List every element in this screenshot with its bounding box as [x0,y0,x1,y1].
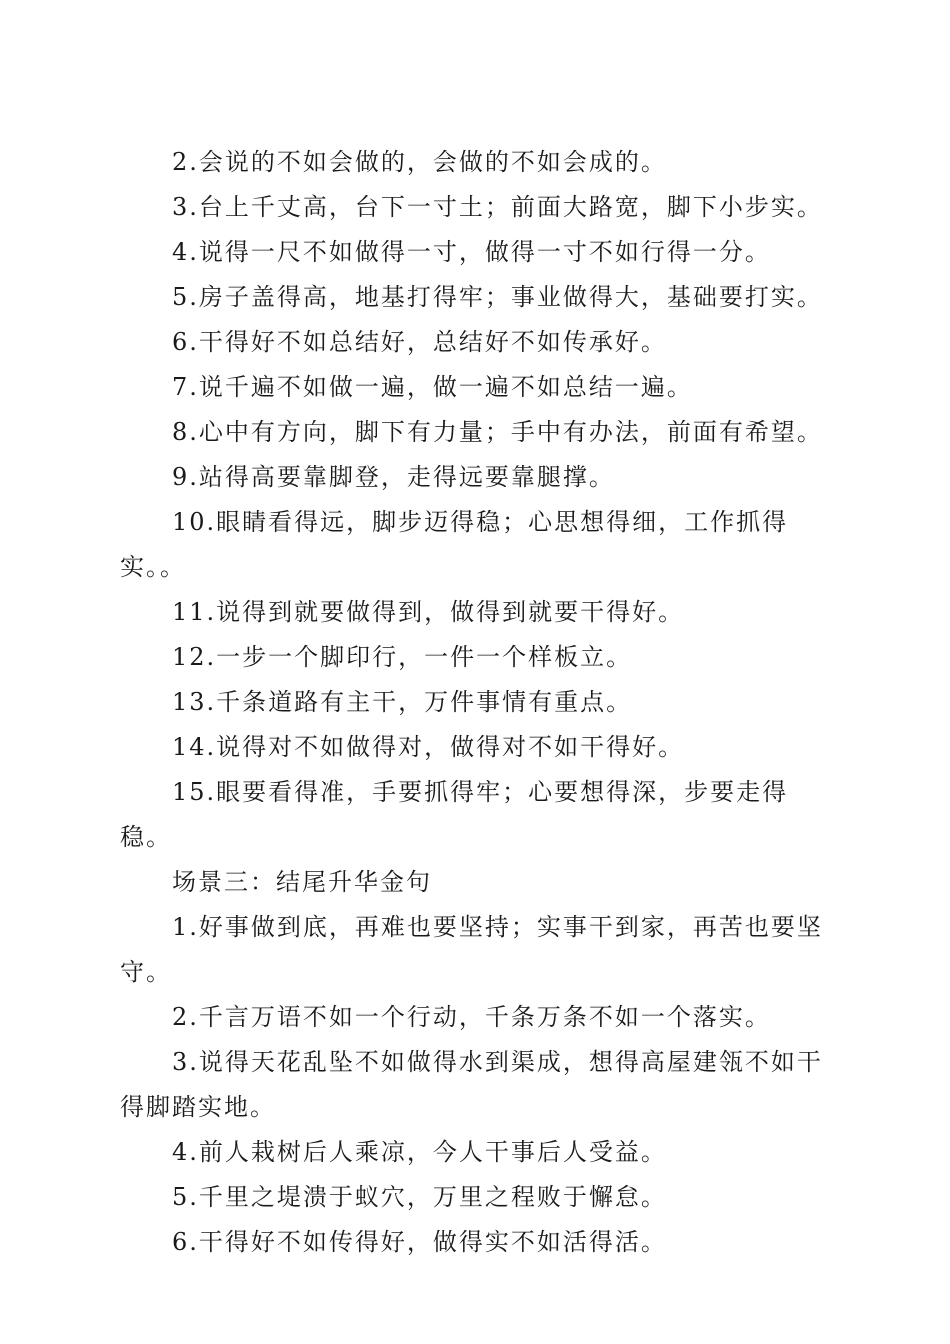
list-item: 4.前人栽树后人乘凉，今人干事后人受益。 [172,1138,667,1166]
list-item: 11.说得到就要做得到，做得到就要干得好。 [172,598,685,626]
list-item: 8.心中有方向，脚下有力量；手中有办法，前面有希望。 [172,418,823,446]
list-item: 2.千言万语不如一个行动，千条万条不如一个落实。 [172,1003,771,1031]
list-item: 13.千条道路有主干，万件事情有重点。 [172,688,633,716]
list-item: 5.千里之堤溃于蚁穴，万里之程败于懈怠。 [172,1183,667,1211]
list-item: 3.说得天花乱坠不如做得水到渠成，想得高屋建瓴不如干得脚踏实地。 [120,1048,823,1121]
list-item: 1.好事做到底，再难也要坚持；实事干到家，再苦也要坚守。 [120,913,823,986]
list-item: 15.眼要看得准，手要抓得牢；心要想得深，步要走得稳。 [120,778,789,851]
list-item: 4.说得一尺不如做得一寸，做得一寸不如行得一分。 [172,238,771,266]
list-item: 10.眼睛看得远，脚步迈得稳；心思想得细，工作抓得实。。 [120,508,789,581]
list-item: 9.站得高要靠脚登，走得远要靠腿撑。 [172,463,615,491]
document-body [120,140,830,1265]
list-item: 3.台上千丈高，台下一寸土；前面大路宽，脚下小步实。 [172,193,823,221]
list-item: 7.说千遍不如做一遍，做一遍不如总结一遍。 [172,373,693,401]
section-heading: 场景三：结尾升华金句 [172,868,432,896]
list-item: 6.干得好不如总结好，总结好不如传承好。 [172,328,667,356]
list-item: 5.房子盖得高，地基打得牢；事业做得大，基础要打实。 [172,283,823,311]
list-item: 12.一步一个脚印行，一件一个样板立。 [172,643,633,671]
list-item: 6.干得好不如传得好，做得实不如活得活。 [172,1228,667,1256]
list-item: 2.会说的不如会做的，会做的不如会成的。 [172,148,667,176]
list-item: 14.说得对不如做得对，做得对不如干得好。 [172,733,685,761]
